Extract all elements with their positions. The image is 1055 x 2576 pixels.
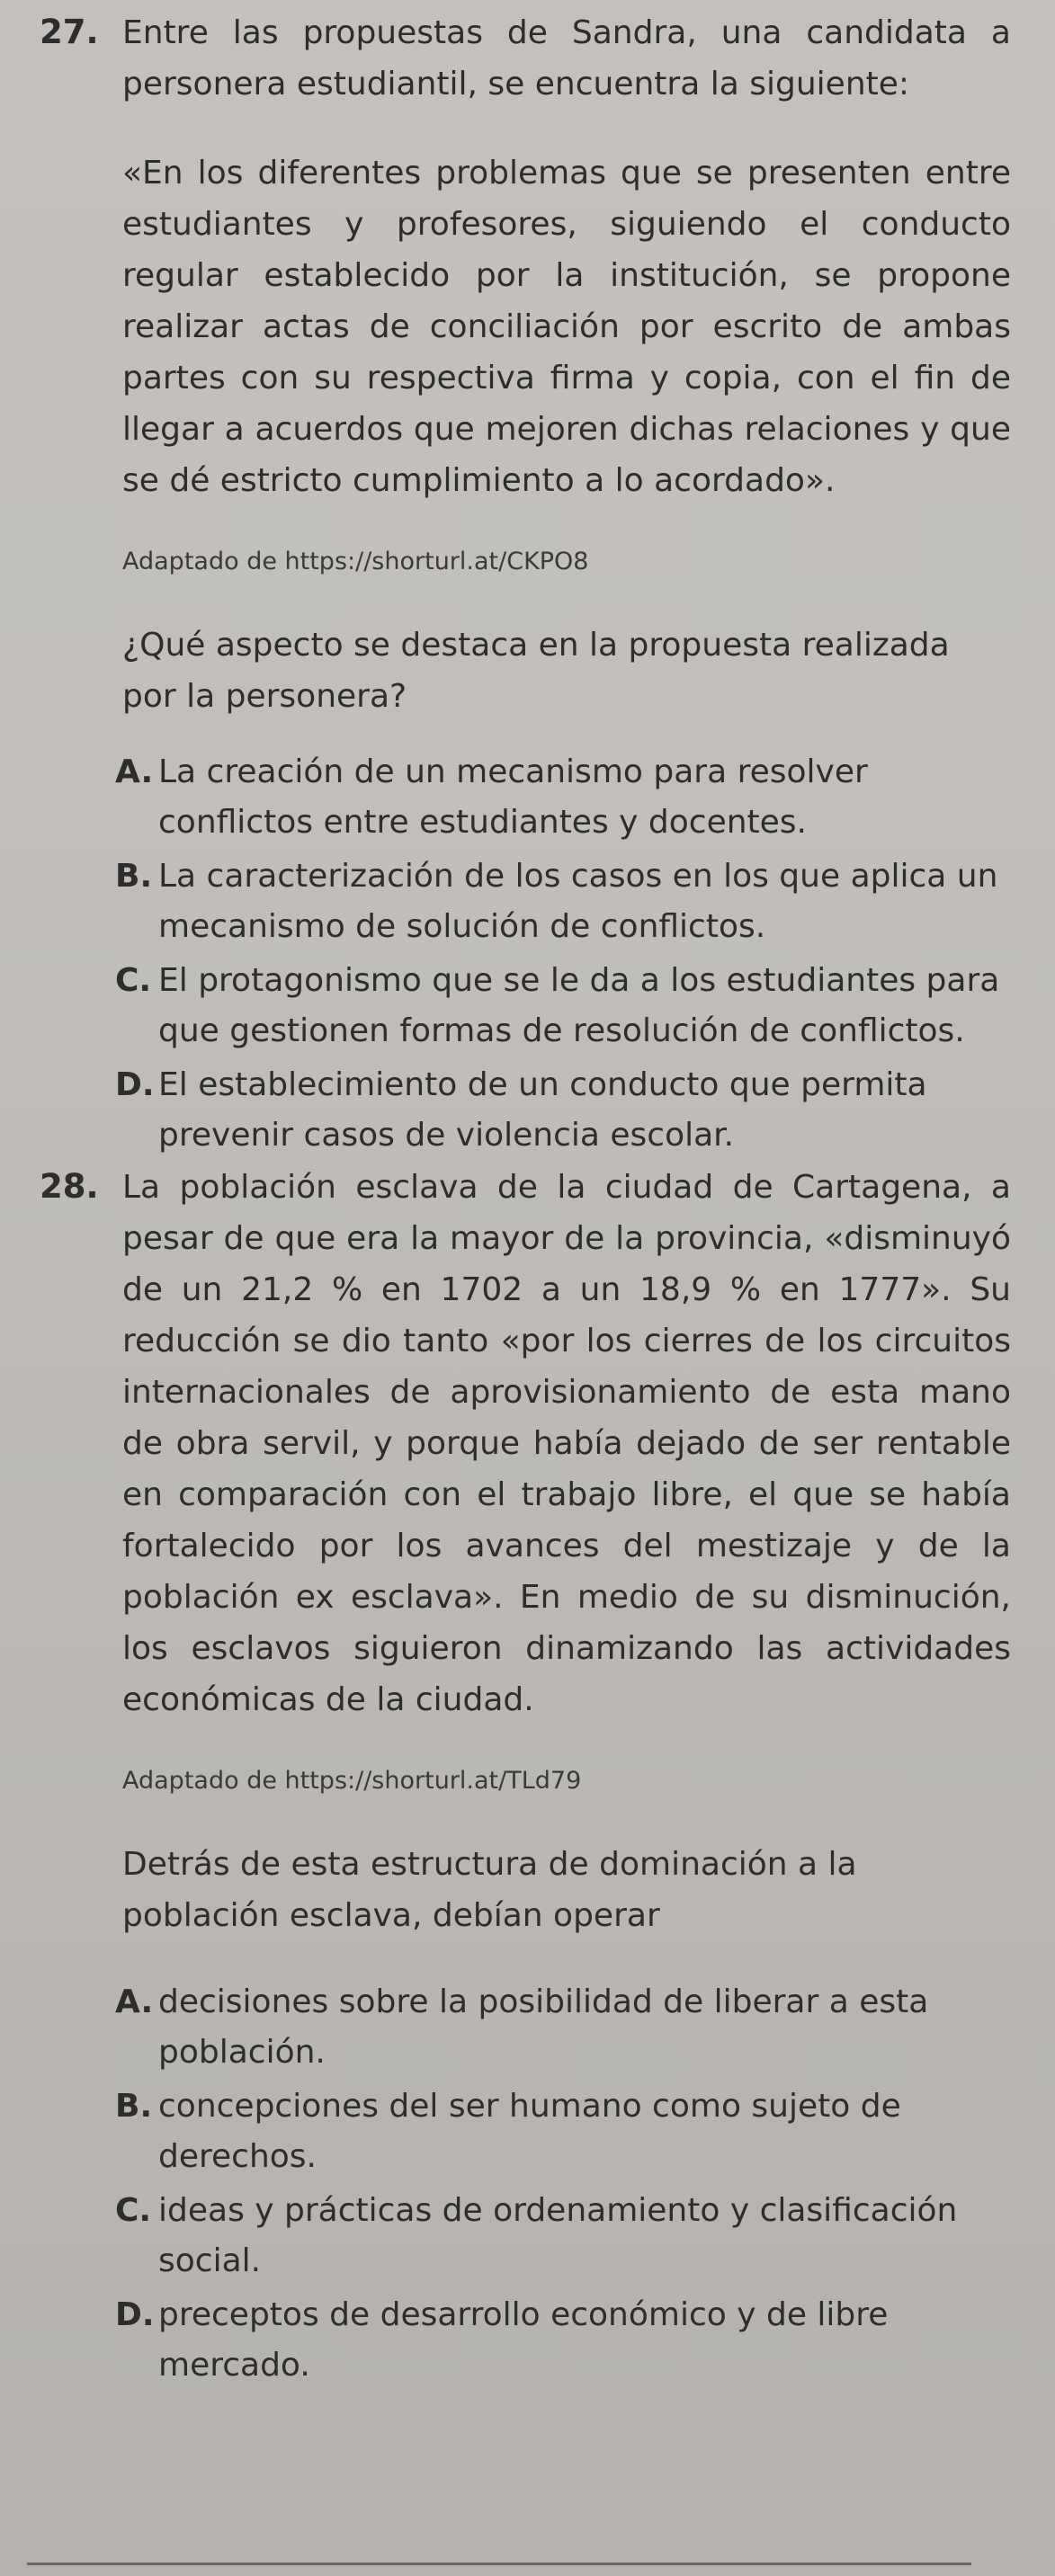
option-a[interactable]	[115, 1977, 1011, 2078]
option-d[interactable]	[115, 2290, 1011, 2391]
question-28	[40, 1162, 1011, 2394]
option-text: preceptos de desarrollo económico y de libre mercado.	[158, 2296, 889, 2384]
option-a[interactable]	[115, 747, 1011, 848]
option-letter: D.	[115, 1066, 155, 1103]
question-27	[40, 7, 1011, 1164]
option-letter: B.	[115, 858, 153, 895]
option-d[interactable]	[115, 1060, 1011, 1161]
bottom-divider	[27, 2563, 971, 2565]
option-b[interactable]	[115, 2081, 1011, 2182]
option-letter: D.	[115, 2296, 155, 2333]
proposal-quote: «En los diferentes problemas que se presenten entre estudiantes y profesores, siguiendo el conducto regular establecido por la institución, se propone realizar actas de conciliación por escrito de ambas partes con su respectiva firma y copia, con el fin de llegar a acuerdos que mejoren dichas relaciones y que se dé estricto cumplimiento a lo acordado».	[122, 155, 1011, 499]
option-text: concepciones del ser humano como sujeto de derechos.	[158, 2088, 901, 2175]
option-letter: A.	[115, 753, 154, 790]
option-text: El protagonismo que se le da a los estudiantes para que gestionen formas de resolución de conflictos.	[158, 962, 1000, 1049]
answer-options	[115, 1977, 1011, 2391]
option-text: La creación de un mecanismo para resolver conflictos entre estudiantes y docentes.	[158, 753, 868, 841]
source-citation: Adaptado de https://shorturl.at/TLd79	[122, 1767, 582, 1795]
option-text: El establecimiento de un conducto que permita prevenir casos de violencia escolar.	[158, 1066, 927, 1154]
question-intro: Entre las propuestas de Sandra, una candidata a personera estudiantil, se encuentra la siguiente:	[122, 14, 1011, 103]
question-number: 28.	[40, 1167, 99, 1206]
option-text: ideas y prácticas de ordenamiento y clasificación social.	[158, 2192, 958, 2279]
option-letter: C.	[115, 2192, 152, 2229]
option-letter: B.	[115, 2088, 153, 2125]
option-c[interactable]	[115, 2186, 1011, 2286]
option-c[interactable]	[115, 956, 1011, 1056]
option-text: La caracterización de los casos en los que aplica un mecanismo de solución de conflictos.	[158, 858, 998, 945]
answer-options	[115, 747, 1011, 1161]
option-b[interactable]	[115, 851, 1011, 952]
option-letter: C.	[115, 962, 152, 999]
option-letter: A.	[115, 1983, 154, 2020]
question-prompt: ¿Qué aspecto se destaca en la propuesta realizada por la personera?	[122, 627, 950, 715]
source-citation: Adaptado de https://shorturl.at/CKPO8	[122, 548, 589, 575]
question-passage: La población esclava de la ciudad de Cartagena, a pesar de que era la mayor de la provincia, «disminuyó de un 21,2 % en 1702 a un 18,9 % en 1777». Su reducción se dio tanto «por los cierres de los circuitos internacionales de aprovisionamiento de esta mano de obra servil, y porque había dejado de ser rentable en comparación con el trabajo libre, el que se había fortalecido por los avances del mestizaje y de la población ex esclava». En medio de su disminución, los esclavos siguieron dinamizando las actividades económicas de la ciudad.	[122, 1169, 1011, 1718]
option-text: decisiones sobre la posibilidad de liberar a esta población.	[158, 1983, 929, 2071]
question-prompt: Detrás de esta estructura de dominación a la población esclava, debían operar	[122, 1846, 857, 1934]
question-number: 27.	[40, 13, 99, 51]
